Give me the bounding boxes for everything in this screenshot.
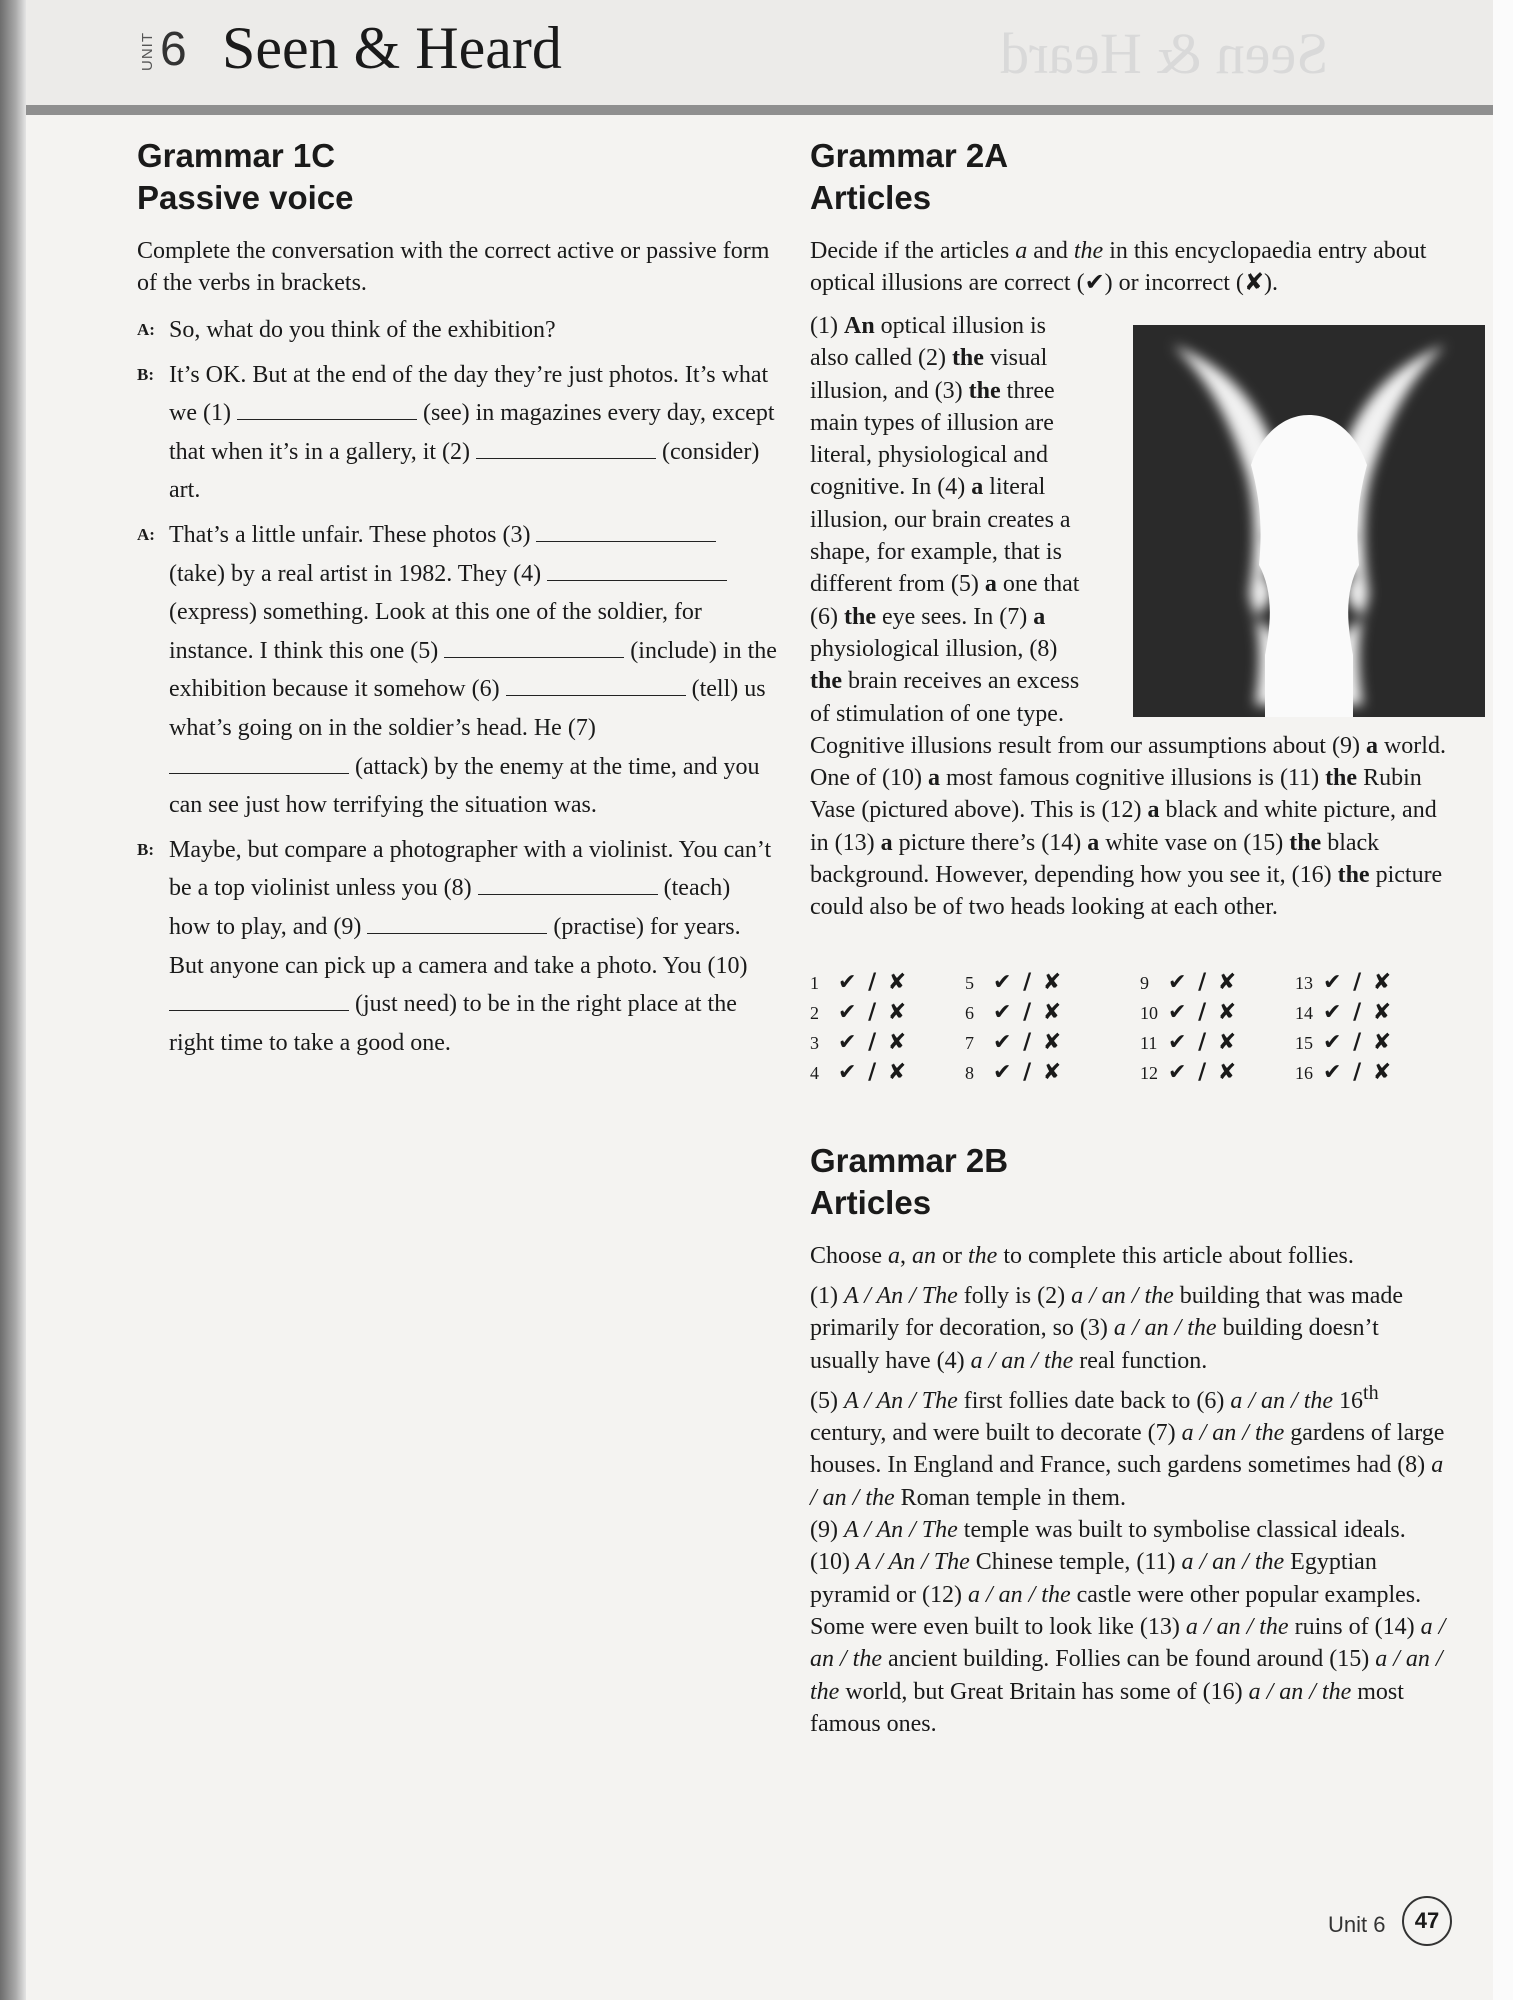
- text-run: (express) something. Look at this one of the soldier, for instance. I think this one (5): [169, 599, 702, 664]
- text-run: Decide if the articles: [810, 238, 1016, 264]
- page-spine-shadow: [0, 0, 26, 2000]
- text-run: (1): [810, 1283, 844, 1309]
- check-cross-marks[interactable]: ✔ / ✘: [1323, 1000, 1394, 1025]
- article-options: a / an / the: [810, 1646, 1443, 1705]
- item-number: 6: [965, 1003, 974, 1023]
- article-word: a: [1365, 732, 1378, 759]
- text-run: castle were other popular examples. Some were even built to look like (13): [810, 1581, 1422, 1640]
- article-options: a / an / the: [1181, 1420, 1285, 1447]
- article-options: a / an / the: [1071, 1283, 1174, 1309]
- text-run: (see) in magazines every day, except that when it’s in a gallery, it (2): [169, 400, 775, 465]
- check-cross-marks[interactable]: ✔ / ✘: [993, 1030, 1064, 1055]
- instruction: Complete the conversation with the correct active or passive form of the verbs in brackets.: [137, 238, 770, 296]
- text-run: century, and were built to decorate (7): [810, 1420, 1182, 1447]
- answer-grid-item[interactable]: [965, 1060, 1063, 1085]
- text-run: (consider) art.: [169, 438, 760, 504]
- answer-grid-item[interactable]: [810, 1030, 908, 1055]
- item-number: 3: [810, 1033, 819, 1053]
- text-run: ) or incorrect (: [1104, 270, 1244, 296]
- article-word: a: [1033, 603, 1046, 630]
- check-cross-marks[interactable]: ✔ / ✘: [838, 1030, 909, 1055]
- check-cross-marks[interactable]: ✔ / ✘: [838, 1060, 909, 1085]
- text-run: literal illusion, our brain creates a shape, for example, that is different from (5): [810, 474, 1071, 598]
- section-heading: Grammar 2A: [810, 137, 1009, 174]
- answer-grid-item[interactable]: [1140, 970, 1238, 995]
- text-run: most famous cognitive illusions is (11): [939, 765, 1326, 792]
- article-word: the: [1289, 829, 1322, 856]
- section-subheading: Passive voice: [137, 179, 354, 216]
- article-options: A / An / The: [843, 1387, 958, 1414]
- page-title: Seen & Heard: [222, 15, 562, 81]
- dialogue-line: [137, 831, 777, 1063]
- text-run: brain receives an excess of stimulation of one type. Cognitive illusions result from our assumptions about (9): [810, 668, 1366, 759]
- text-run: ✔: [1084, 270, 1105, 296]
- answer-blank[interactable]: [536, 519, 716, 542]
- dialogue: [137, 311, 777, 1062]
- section-grammar-2a: [810, 135, 1450, 299]
- answer-blank[interactable]: [237, 397, 417, 420]
- text-run: Roman temple in them.: [894, 1484, 1126, 1511]
- article-options: a / an / the: [1248, 1678, 1352, 1705]
- check-cross-marks[interactable]: ✔ / ✘: [1323, 970, 1394, 995]
- article-options: a / an / the: [1185, 1613, 1289, 1640]
- article-word: a: [971, 474, 984, 501]
- text-run: ruins of (14): [1288, 1613, 1421, 1640]
- section-heading: Grammar 2B: [810, 1142, 1009, 1179]
- item-number: 11: [1140, 1033, 1158, 1053]
- encyclopaedia-entry: [810, 310, 1450, 924]
- speaker-label: A:: [137, 320, 155, 339]
- text-run: one that (6): [810, 571, 1080, 630]
- text-run: (9): [810, 1517, 844, 1544]
- article-word: An: [843, 313, 875, 339]
- item-number: 13: [1295, 973, 1313, 993]
- article-options: a / an / the: [1181, 1549, 1285, 1576]
- text-run: ,: [900, 1243, 912, 1269]
- answer-grid-item[interactable]: [1140, 1060, 1238, 1085]
- text-run: folly is (2): [957, 1283, 1072, 1309]
- answer-blank[interactable]: [476, 436, 656, 459]
- text-run: picture there’s (14): [892, 829, 1088, 856]
- emphasis-word: the: [1073, 238, 1104, 264]
- text-run: Maybe, but compare a photographer with a violinist. You can’t be a top violinist unless you (8): [169, 836, 772, 902]
- text-run: world. One of (10): [810, 732, 1446, 792]
- check-cross-marks[interactable]: ✔ / ✘: [838, 1000, 909, 1025]
- item-number: 12: [1140, 1063, 1158, 1083]
- item-number: 9: [1140, 973, 1149, 993]
- item-number: 5: [965, 973, 974, 993]
- answer-blank[interactable]: [169, 751, 349, 774]
- item-number: 2: [810, 1003, 819, 1023]
- text-run: Chinese temple, (11): [969, 1549, 1182, 1576]
- answer-grid-item[interactable]: [1140, 1030, 1238, 1055]
- item-number: 8: [965, 1063, 974, 1083]
- text-run: optical illusion is also called (2): [810, 313, 1046, 372]
- page-number-badge: 47: [1402, 1896, 1452, 1946]
- check-cross-marks[interactable]: ✔ / ✘: [1168, 1060, 1239, 1085]
- answer-grid-item[interactable]: [965, 1030, 1063, 1055]
- emphasis-word: a: [888, 1243, 900, 1269]
- item-number: 1: [810, 973, 819, 993]
- article-options: A / An / The: [843, 1283, 958, 1309]
- answer-grid-item[interactable]: [1295, 1060, 1393, 1085]
- answer-grid-item[interactable]: [810, 970, 908, 995]
- item-number: 16: [1295, 1063, 1313, 1083]
- article-options: a / an / the: [810, 1452, 1444, 1511]
- text-run: black and white picture, and in (13): [810, 797, 1437, 856]
- answer-blank[interactable]: [478, 872, 658, 895]
- article-options: a / an / the: [1113, 1315, 1217, 1342]
- text-run: world, but Great Britain has some of (16): [839, 1678, 1249, 1705]
- text-run: (take) by a real artist in 1982. They (4): [169, 560, 548, 587]
- check-cross-marks[interactable]: ✔ / ✘: [1323, 1030, 1394, 1055]
- answer-grid-item[interactable]: [1295, 1030, 1393, 1055]
- answer-grid-item[interactable]: [1140, 1000, 1238, 1025]
- article-word: a: [1087, 829, 1100, 856]
- instruction: [810, 235, 1450, 299]
- item-number: 4: [810, 1063, 819, 1083]
- text-run: eye sees. In (7): [875, 603, 1034, 630]
- answer-grid-item[interactable]: [810, 1000, 908, 1025]
- text-run: or: [936, 1243, 968, 1269]
- check-cross-marks[interactable]: ✔ / ✘: [993, 970, 1064, 995]
- text-run: building doesn’t usually have (4): [810, 1315, 1379, 1374]
- check-cross-marks[interactable]: ✔ / ✘: [1168, 1030, 1239, 1055]
- article-word: a: [984, 571, 997, 598]
- section-subheading: Articles: [810, 179, 932, 216]
- item-number: 7: [965, 1033, 974, 1053]
- article-options: a / an / the: [1230, 1387, 1334, 1414]
- text-run: (practise) for years. But anyone can pick up a camera and take a photo. You (10): [169, 913, 748, 979]
- text-run: visual illusion, and (3): [810, 345, 1048, 404]
- page-edge: [1493, 0, 1513, 2000]
- item-number: 15: [1295, 1033, 1313, 1053]
- follies-article: [810, 1280, 1450, 1740]
- text-run: That’s a little unfair. These photos (3): [169, 521, 537, 548]
- text-run: (include) in the exhibition because it somehow (6): [169, 637, 777, 703]
- emphasis-word: the: [968, 1243, 998, 1269]
- ordinal-suffix: th: [1363, 1381, 1379, 1404]
- answer-blank[interactable]: [506, 673, 686, 696]
- text-run: Rubin Vase (pictured above). This is (12): [810, 765, 1422, 824]
- dialogue-line: [137, 311, 777, 350]
- text-run: gardens of large houses. In England and France, such gardens sometimes had (8): [810, 1420, 1445, 1479]
- footer-unit-label: Unit 6: [1328, 1912, 1386, 1937]
- text-run: three main types of illusion are literal, physiological and cognitive. In (4): [810, 377, 1055, 501]
- check-cross-marks[interactable]: ✔ / ✘: [993, 1060, 1064, 1085]
- dialogue-line: [137, 356, 777, 510]
- text-run: temple was built to symbolise classical ideals. (10): [810, 1517, 1406, 1576]
- text-run: real function.: [1073, 1347, 1208, 1374]
- text-run: (just need) to be in the right place at the right time to take a good one.: [169, 991, 737, 1056]
- section-subheading: Articles: [810, 1184, 932, 1221]
- check-cross-marks[interactable]: ✔ / ✘: [1168, 1000, 1239, 1025]
- article-word: a: [1147, 797, 1160, 824]
- text-run: So, what do you think of the exhibition?: [169, 317, 556, 343]
- instruction: [810, 1240, 1450, 1272]
- unit-number: 6: [160, 23, 187, 76]
- text-run: (1): [810, 313, 844, 339]
- text-run: (teach) how to play, and (9): [169, 875, 731, 940]
- answer-blank[interactable]: [367, 911, 547, 934]
- article-word: the: [968, 377, 1001, 404]
- text-run: Egyptian pyramid or (12): [810, 1549, 1377, 1608]
- answer-blank[interactable]: [547, 558, 727, 581]
- text-run: picture could also be of two heads looking at each other.: [810, 862, 1443, 921]
- text-run: black background. However, depending how you see it, (16): [810, 829, 1380, 889]
- speaker-label: B:: [137, 839, 154, 859]
- text-run: and: [1027, 238, 1074, 264]
- text-run: ).: [1264, 270, 1279, 296]
- answer-blank[interactable]: [444, 635, 624, 658]
- article-options: a / an / the: [967, 1581, 1071, 1608]
- answer-blank[interactable]: [169, 988, 349, 1011]
- text-run: first follies date back to (6): [957, 1387, 1231, 1414]
- check-cross-marks[interactable]: ✔ / ✘: [1323, 1060, 1394, 1085]
- article-word: the: [810, 668, 842, 695]
- text-run: (tell) us what’s going on in the soldier’s head. He (7): [169, 676, 766, 741]
- emphasis-word: a: [1015, 238, 1028, 264]
- item-number: 14: [1295, 1003, 1313, 1023]
- article-options: a / an / the: [970, 1347, 1074, 1374]
- section-grammar-1c: [137, 135, 777, 1062]
- text-run: building that was made primarily for decoration, so (3): [810, 1283, 1404, 1342]
- answer-grid-item[interactable]: [965, 1000, 1063, 1025]
- text-run: Choose: [810, 1243, 888, 1269]
- article-word: a: [880, 829, 893, 856]
- text-run: to complete this article about follies.: [997, 1243, 1354, 1269]
- item-number: 10: [1140, 1003, 1158, 1023]
- article-word: the: [1337, 862, 1370, 889]
- check-cross-marks[interactable]: ✔ / ✘: [1168, 970, 1239, 995]
- article-word: the: [951, 345, 984, 372]
- article-word: the: [843, 603, 876, 630]
- text-run: (5): [810, 1387, 844, 1414]
- speaker-label: B:: [137, 364, 154, 384]
- dialogue-line: [137, 516, 777, 825]
- show-through-title: Seen & Heard: [1000, 21, 1329, 86]
- check-cross-marks[interactable]: ✔ / ✘: [993, 1000, 1064, 1025]
- section-grammar-2b: [810, 1140, 1450, 1740]
- article-word: the: [1325, 765, 1358, 792]
- article-options: A / An / The: [855, 1549, 970, 1576]
- answer-grid-item[interactable]: [1295, 970, 1393, 995]
- text-run: white vase on (15): [1099, 829, 1290, 856]
- text-run: physiological illusion, (8): [810, 635, 1058, 662]
- text-run: most famous ones.: [810, 1678, 1404, 1737]
- article-options: a / an / the: [810, 1613, 1446, 1673]
- unit-label: UNIT: [139, 32, 156, 71]
- article-word: a: [927, 765, 940, 792]
- text-run: in this encyclopaedia entry about optical illusions are correct (: [810, 238, 1427, 296]
- text-run: (attack) by the enemy at the time, and you can see just how terrifying the situation was.: [169, 753, 760, 819]
- answer-grid-item[interactable]: [810, 1060, 908, 1085]
- text-run: ✘: [1243, 270, 1265, 296]
- check-cross-marks[interactable]: ✔ / ✘: [838, 970, 909, 995]
- answer-grid-item[interactable]: [1295, 1000, 1393, 1025]
- section-heading: Grammar 1C: [137, 137, 336, 174]
- speaker-label: A:: [137, 524, 155, 544]
- text-run: It’s OK. But at the end of the day they’re just photos. It’s what we (1): [169, 361, 769, 427]
- emphasis-word: an: [912, 1243, 936, 1269]
- article-options: A / An / The: [843, 1517, 958, 1544]
- text-run: ancient building. Follies can be found around (15): [882, 1646, 1376, 1673]
- text-run: 16: [1333, 1387, 1364, 1414]
- answer-grid-item[interactable]: [965, 970, 1063, 995]
